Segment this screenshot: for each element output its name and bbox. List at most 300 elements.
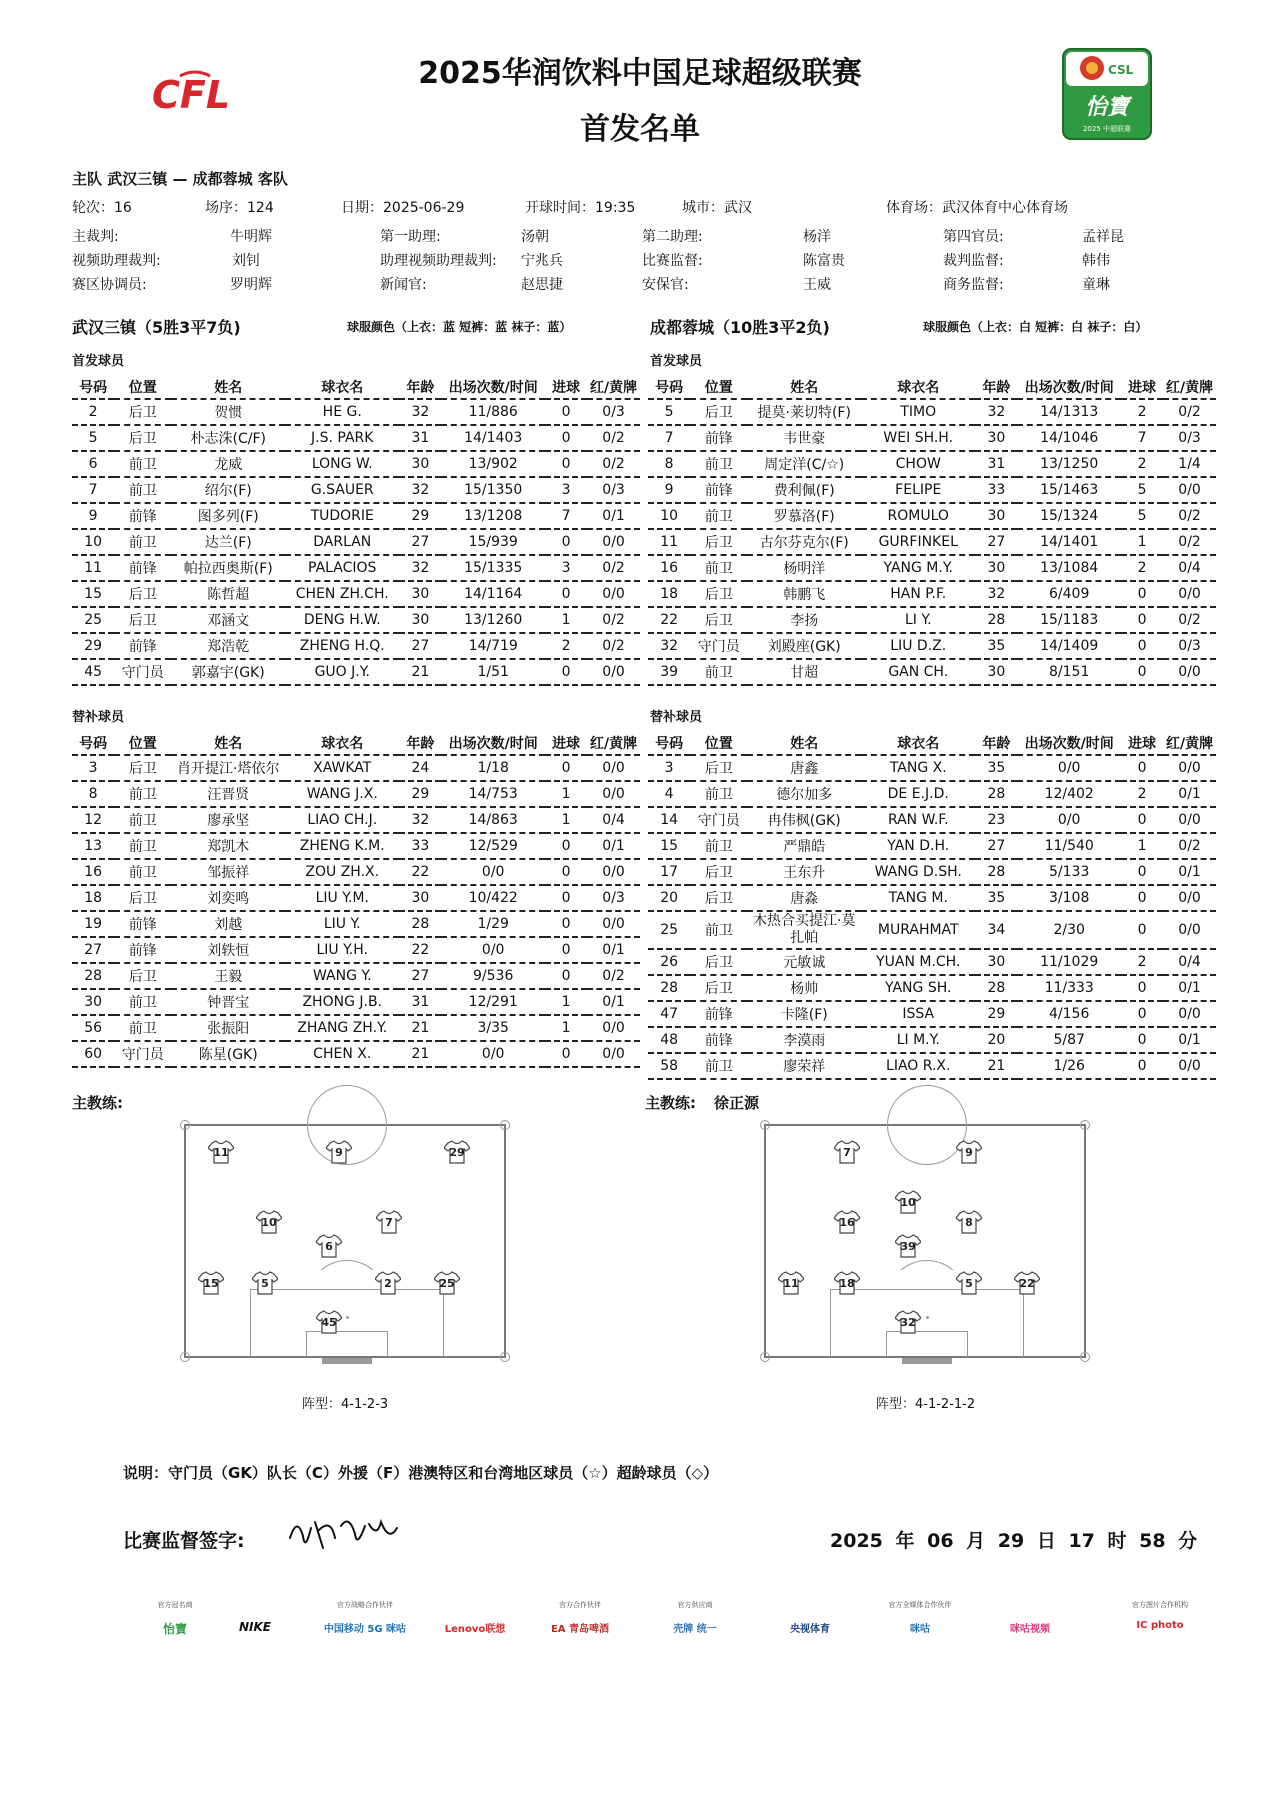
cell-appearances: 15/1350 [441,477,544,503]
cell-shirt-name: DARLAN [285,529,399,555]
shirt-number: 10 [261,1216,277,1229]
cell-cards: 0/1 [1163,859,1216,885]
col-header-number: 号码 [72,375,114,399]
player-shirt-icon [834,1140,860,1164]
cell-name: 肖开提江·塔依尔 [171,755,285,781]
cell-position: 后卫 [690,755,747,781]
cell-goals: 0 [1121,755,1163,781]
away-kit-colors: 球服颜色（上衣：白 短裤：白 袜子：白） [923,320,1148,334]
cell-goals: 1 [545,807,587,833]
cell-position: 前卫 [690,781,747,807]
sponsor-logo: 咪咕 [910,1624,930,1635]
cell-goals: 0 [545,659,587,685]
cell-cards: 0/0 [587,659,640,685]
player-shirt-icon [376,1210,402,1234]
cell-name: 钟晋宝 [171,989,285,1015]
cell-appearances: 3/35 [441,1015,544,1041]
home-starters-table [72,375,640,686]
table-row [648,859,1216,885]
cell-number: 60 [72,1041,114,1067]
shirt-number: 18 [839,1277,855,1290]
cell-appearances: 1/18 [441,755,544,781]
cell-position: 守门员 [690,633,747,659]
cell-appearances: 15/1463 [1017,477,1120,503]
cell-name: 汪晋贤 [171,781,285,807]
sponsor-heading: 官方图片合作机构 [1132,1601,1188,1609]
cell-age: 33 [399,833,441,859]
table-row [72,1015,640,1041]
cell-cards: 0/0 [587,529,640,555]
cell-name: 提莫·莱切特(F) [747,399,861,425]
cell-position: 守门员 [114,659,171,685]
cell-name: 王东升 [747,859,861,885]
cell-shirt-name: GUO J.Y. [285,659,399,685]
official-label: 裁判监督: [943,253,1004,269]
cell-position: 守门员 [114,1041,171,1067]
cell-number: 18 [648,581,690,607]
cell-name: 杨明洋 [747,555,861,581]
col-header-shirt-name: 球衣名 [861,731,975,755]
cell-cards: 0/0 [1163,581,1216,607]
cell-shirt-name: LIU Y. [285,911,399,937]
cell-goals: 0 [545,833,587,859]
cell-shirt-name: YANG M.Y. [861,555,975,581]
sponsor-logo: 中国移动 5G 咪咕 [323,1624,407,1635]
table-row [72,451,640,477]
table-row [72,963,640,989]
cell-goals: 2 [1121,555,1163,581]
shirt-number: 9 [965,1146,973,1159]
table-row [648,659,1216,685]
cell-number: 14 [648,807,690,833]
away-coach-name: 徐正源 [714,1094,760,1112]
cell-shirt-name: ZHENG K.M. [285,833,399,859]
cell-age: 27 [399,633,441,659]
table-row [648,949,1216,975]
cell-name: 韩鹏飞 [747,581,861,607]
cell-cards: 0/2 [1163,399,1216,425]
table-header-row [648,375,1216,399]
shirt-number: 45 [321,1316,337,1329]
cell-shirt-name: WANG D.SH. [861,859,975,885]
cell-cards: 0/0 [587,1015,640,1041]
cell-age: 27 [975,833,1017,859]
cell-number: 32 [648,633,690,659]
table-row [648,1027,1216,1053]
player-shirt-icon [1014,1271,1040,1295]
table-row [72,399,640,425]
cell-goals: 7 [1121,425,1163,451]
player-shirt-icon [895,1234,921,1258]
cell-age: 20 [975,1027,1017,1053]
col-header-appearances: 出场次数/时间 [1017,375,1120,399]
table-row [72,807,640,833]
cell-shirt-name: LI Y. [861,607,975,633]
player-shirt-icon [256,1210,282,1234]
cell-appearances: 14/863 [441,807,544,833]
cell-appearances: 6/409 [1017,581,1120,607]
home-subs-label: 替补球员 [72,710,125,725]
official-value: 童琳 [1082,277,1110,293]
cell-name: 陈星(GK) [171,1041,285,1067]
cell-age: 31 [399,989,441,1015]
cell-position: 前卫 [114,859,171,885]
cell-goals: 1 [1121,833,1163,859]
cell-cards: 0/0 [587,1041,640,1067]
cell-name: 德尔加多 [747,781,861,807]
official-value: 孟祥昆 [1082,229,1124,245]
cell-appearances: 2/30 [1017,911,1120,949]
cell-name: 朴志洙(C/F) [171,425,285,451]
cell-goals: 0 [545,581,587,607]
cell-appearances: 0/0 [1017,755,1120,781]
table-row [648,1053,1216,1079]
cell-name: 廖荣祥 [747,1053,861,1079]
home-coach-label: 主教练: [72,1094,123,1112]
cell-shirt-name: XAWKAT [285,755,399,781]
cell-name: 邓涵文 [171,607,285,633]
away-coach-label: 主教练: [645,1094,696,1112]
official-label: 商务监督: [943,277,1004,293]
cell-name: 严鼎皓 [747,833,861,859]
cell-goals: 3 [545,477,587,503]
page-title: 2025华润饮料中国足球超级联赛 [418,56,862,91]
shirt-number: 11 [783,1277,799,1290]
cell-number: 4 [648,781,690,807]
cell-appearances: 15/1324 [1017,503,1120,529]
round-label: 轮次：16 [72,200,132,216]
cell-appearances: 14/1401 [1017,529,1120,555]
cell-name: 帕拉西奥斯(F) [171,555,285,581]
official-value: 宁兆兵 [521,253,563,269]
cell-name: 周定洋(C/☆) [747,451,861,477]
cell-appearances: 12/291 [441,989,544,1015]
table-row [72,885,640,911]
official-value: 韩伟 [1082,253,1110,269]
cell-cards: 0/0 [587,581,640,607]
official-value: 杨洋 [803,229,831,245]
cell-shirt-name: DENG H.W. [285,607,399,633]
cell-shirt-name: HAN P.F. [861,581,975,607]
cell-shirt-name: ZHONG J.B. [285,989,399,1015]
shirt-number: 2 [384,1277,392,1290]
cell-age: 35 [975,755,1017,781]
cell-name: 木热合买提江·莫扎帕 [747,911,861,949]
match-number-label: 场序：124 [205,200,274,216]
home-subs-table [72,731,640,1068]
cell-appearances: 0/0 [441,937,544,963]
official-label: 助理视频助理裁判: [380,253,497,269]
date-label: 日期：2025-06-29 [341,200,465,216]
cell-appearances: 1/51 [441,659,544,685]
cell-position: 前卫 [114,451,171,477]
cell-appearances: 3/108 [1017,885,1120,911]
cell-shirt-name: YAN D.H. [861,833,975,859]
sponsor-heading: 官方全媒体合作伙伴 [888,1601,952,1609]
cell-goals: 0 [1121,659,1163,685]
table-row [72,607,640,633]
cell-name: 古尔芬克尔(F) [747,529,861,555]
cell-position: 后卫 [114,425,171,451]
shirt-number: 16 [839,1216,855,1229]
cell-appearances: 15/1335 [441,555,544,581]
cell-goals: 0 [1121,581,1163,607]
cell-cards: 0/2 [587,607,640,633]
cell-appearances: 9/536 [441,963,544,989]
cell-goals: 0 [1121,859,1163,885]
cell-shirt-name: WANG Y. [285,963,399,989]
cell-shirt-name: G.SAUER [285,477,399,503]
cell-goals: 0 [1121,1001,1163,1027]
cell-shirt-name: RAN W.F. [861,807,975,833]
col-header-cards: 红/黄牌 [1163,731,1216,755]
page-subtitle: 首发名单 [580,112,700,147]
away-starters-table [648,375,1216,686]
cell-cards: 0/2 [587,555,640,581]
cell-number: 10 [72,529,114,555]
table-row [72,633,640,659]
cell-number: 15 [648,833,690,859]
cell-goals: 2 [545,633,587,659]
shirt-number: 11 [213,1146,229,1159]
cell-age: 30 [399,451,441,477]
home-kit-colors: 球服颜色（上衣：蓝 短裤：蓝 袜子：蓝） [347,320,572,334]
cell-number: 25 [648,911,690,949]
cell-number: 7 [72,477,114,503]
official-value: 陈富贵 [803,253,845,269]
cell-name: 刘轶恒 [171,937,285,963]
cell-name: 陈哲超 [171,581,285,607]
sponsor-logo: 央视体育 [790,1624,830,1635]
cell-cards: 0/0 [587,781,640,807]
table-row [648,1001,1216,1027]
cell-cards: 0/2 [1163,529,1216,555]
cell-position: 前卫 [690,659,747,685]
cell-age: 23 [975,807,1017,833]
player-shirt-icon [326,1140,352,1164]
cell-goals: 0 [1121,607,1163,633]
cell-position: 后卫 [690,949,747,975]
cell-goals: 0 [545,885,587,911]
official-value: 牛明辉 [230,229,272,245]
cell-age: 29 [975,1001,1017,1027]
home-starters-label: 首发球员 [72,354,125,369]
cell-shirt-name: ROMULO [861,503,975,529]
table-header-row [648,731,1216,755]
away-starters-body [648,399,1216,685]
player-shirt-icon [778,1271,804,1295]
sponsor-logo: NIKE [238,1620,271,1634]
cell-appearances: 11/540 [1017,833,1120,859]
shirt-number: 32 [900,1316,916,1329]
sponsor-heading: 官方冠名商 [157,1601,193,1609]
cell-cards: 0/0 [587,755,640,781]
cell-position: 前锋 [114,503,171,529]
cell-position: 前锋 [114,937,171,963]
cell-appearances: 13/902 [441,451,544,477]
cell-age: 35 [975,633,1017,659]
cell-cards: 0/1 [1163,975,1216,1001]
cell-goals: 1 [545,607,587,633]
table-row [648,607,1216,633]
cell-name: 龙威 [171,451,285,477]
cell-appearances: 13/1260 [441,607,544,633]
cell-goals: 0 [545,529,587,555]
cell-name: 郭嘉宇(GK) [171,659,285,685]
home-starters-body [72,399,640,685]
cell-position: 后卫 [690,529,747,555]
cell-cards: 0/1 [587,833,640,859]
cell-appearances: 11/1029 [1017,949,1120,975]
cell-number: 7 [648,425,690,451]
cell-name: 费利佩(F) [747,477,861,503]
cell-appearances: 1/26 [1017,1053,1120,1079]
cell-shirt-name: LIAO R.X. [861,1053,975,1079]
csl-logo-text: 怡寶 [1084,95,1130,120]
signature-label: 比赛监督签字: [123,1530,245,1552]
sponsor-strip [120,1600,1240,1660]
cell-cards: 0/2 [587,633,640,659]
cell-number: 26 [648,949,690,975]
cell-appearances: 0/0 [441,1041,544,1067]
sponsor-heading: 官方合作伙伴 [559,1601,601,1609]
cell-cards: 0/0 [587,859,640,885]
cell-shirt-name: LIU D.Z. [861,633,975,659]
cell-age: 32 [399,555,441,581]
cell-age: 29 [399,781,441,807]
cell-position: 后卫 [690,607,747,633]
cell-name: 郑浩乾 [171,633,285,659]
cell-name: 贺惯 [171,399,285,425]
cell-number: 6 [72,451,114,477]
table-row [648,833,1216,859]
official-value: 汤朝 [521,229,549,245]
cell-shirt-name: CHEN ZH.CH. [285,581,399,607]
shirt-number: 5 [261,1277,269,1290]
sponsor-logo: 壳牌 统一 [673,1624,717,1635]
cell-number: 16 [72,859,114,885]
col-header-position: 位置 [114,731,171,755]
cell-position: 后卫 [114,399,171,425]
cell-age: 30 [975,503,1017,529]
sponsor-heading: 官方供应商 [677,1601,713,1609]
cell-shirt-name: MURAHMAT [861,911,975,949]
cell-goals: 0 [545,755,587,781]
cell-cards: 0/0 [1163,807,1216,833]
match-teams-line: 主队 武汉三镇 — 成都蓉城 客队 [72,170,288,188]
cell-age: 28 [975,607,1017,633]
col-header-shirt-name: 球衣名 [285,731,399,755]
cell-number: 58 [648,1053,690,1079]
official-label: 主裁判: [72,229,119,245]
cell-cards: 0/2 [587,963,640,989]
col-header-position: 位置 [690,375,747,399]
cell-cards: 0/0 [1163,1053,1216,1079]
cell-appearances: 12/402 [1017,781,1120,807]
table-row [648,503,1216,529]
cell-position: 后卫 [114,581,171,607]
cell-name: 刘奕鸣 [171,885,285,911]
cell-name: 刘越 [171,911,285,937]
cell-shirt-name: TUDORIE [285,503,399,529]
cell-shirt-name: ZHENG H.Q. [285,633,399,659]
col-header-appearances: 出场次数/时间 [441,731,544,755]
cell-cards: 0/0 [1163,755,1216,781]
table-row [72,477,640,503]
shirt-number: 10 [900,1196,916,1209]
table-row [72,581,640,607]
col-header-name: 姓名 [171,731,285,755]
cell-number: 16 [648,555,690,581]
col-header-name: 姓名 [747,375,861,399]
table-row [72,425,640,451]
csl-logo-sub: CSL [1108,63,1134,77]
cell-age: 30 [399,607,441,633]
cell-goals: 0 [1121,1053,1163,1079]
cell-appearances: 14/753 [441,781,544,807]
table-row [72,555,640,581]
csl-logo-year: 2025 中超联赛 [1082,125,1132,133]
cell-age: 29 [399,503,441,529]
official-label: 新闻官: [380,277,427,293]
table-row [648,451,1216,477]
cell-position: 前卫 [690,503,747,529]
cell-age: 21 [399,659,441,685]
shirt-number: 8 [965,1216,973,1229]
player-shirt-icon [375,1271,401,1295]
shirt-number: 22 [1019,1277,1035,1290]
cell-number: 47 [648,1001,690,1027]
cell-number: 20 [648,885,690,911]
shirt-number: 25 [439,1277,455,1290]
col-header-goals: 进球 [1121,731,1163,755]
cell-goals: 0 [1121,975,1163,1001]
cell-position: 前卫 [114,807,171,833]
cell-number: 3 [72,755,114,781]
cell-number: 5 [72,425,114,451]
cell-goals: 5 [1121,477,1163,503]
cell-age: 30 [975,659,1017,685]
cell-number: 9 [648,477,690,503]
cell-goals: 0 [545,911,587,937]
cell-position: 后卫 [114,755,171,781]
player-shirt-icon [444,1140,470,1164]
col-header-cards: 红/黄牌 [1163,375,1216,399]
cell-age: 31 [975,451,1017,477]
cell-shirt-name: LIU Y.M. [285,885,399,911]
cell-cards: 0/4 [587,807,640,833]
cell-goals: 0 [1121,1027,1163,1053]
cell-cards: 0/3 [1163,633,1216,659]
official-label: 比赛监督: [642,253,703,269]
cell-age: 30 [399,885,441,911]
col-header-goals: 进球 [545,375,587,399]
cell-goals: 2 [1121,781,1163,807]
cell-name: 邹振祥 [171,859,285,885]
cell-age: 31 [399,425,441,451]
cell-position: 后卫 [690,975,747,1001]
cell-cards: 0/1 [587,937,640,963]
cell-appearances: 14/1409 [1017,633,1120,659]
cell-position: 前卫 [114,833,171,859]
cell-position: 前卫 [114,781,171,807]
shirt-number: 29 [449,1146,465,1159]
col-header-position: 位置 [690,731,747,755]
table-row [72,529,640,555]
official-value: 赵思捷 [521,277,563,293]
cell-shirt-name: ISSA [861,1001,975,1027]
cell-goals: 3 [545,555,587,581]
